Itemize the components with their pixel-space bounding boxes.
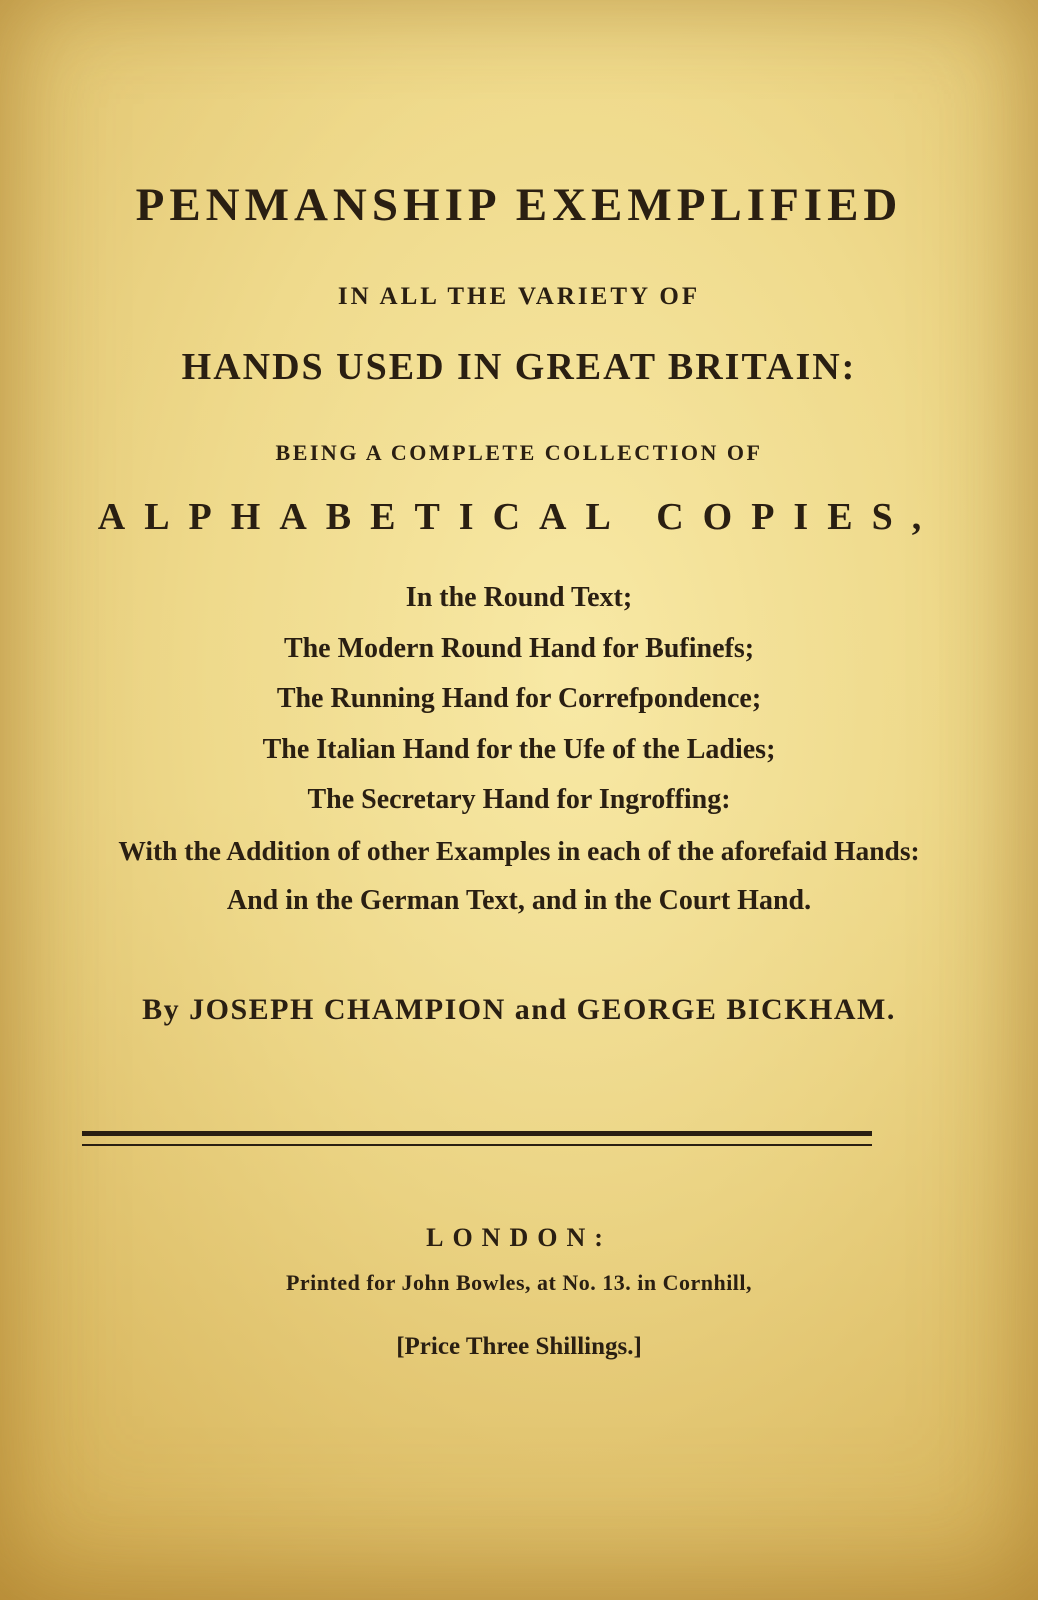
subtitle-hands: HANDS USED IN GREAT BRITAIN: bbox=[181, 346, 857, 388]
authors-line: By JOSEPH CHAMPION and GEORGE BICKHAM. bbox=[142, 993, 896, 1026]
hand-round-text: In the Round Text; bbox=[405, 582, 633, 613]
hand-modern-round: The Modern Round Hand for Bufinefs; bbox=[283, 633, 755, 664]
subtitle-collection: BEING A COMPLETE COLLECTION OF bbox=[275, 440, 763, 465]
main-title: PENMANSHIP EXEMPLIFIED bbox=[135, 179, 903, 231]
imprint-city: LONDON: bbox=[426, 1223, 612, 1252]
subtitle-variety: IN ALL THE VARIETY OF bbox=[337, 283, 701, 310]
imprint-price: [Price Three Shillings.] bbox=[396, 1333, 642, 1360]
hand-italian: The Italian Hand for the Ufe of the Ladies; bbox=[262, 734, 776, 765]
hand-running: The Running Hand for Correfpondence; bbox=[276, 683, 762, 714]
hand-addition: With the Addition of other Examples in each of the aforefaid Hands: bbox=[118, 835, 920, 866]
divider-rule-thick bbox=[82, 1131, 872, 1136]
hand-german-court: And in the German Text, and in the Court Hand. bbox=[226, 885, 812, 916]
imprint-printer: Printed for John Bowles, at No. 13. in Cornhill, bbox=[285, 1270, 753, 1295]
subtitle-alphabetical: ALPHABETICAL COPIES, bbox=[97, 496, 941, 538]
hand-secretary: The Secretary Hand for Ingroffing: bbox=[307, 784, 731, 815]
divider-rule-thin bbox=[82, 1144, 872, 1146]
